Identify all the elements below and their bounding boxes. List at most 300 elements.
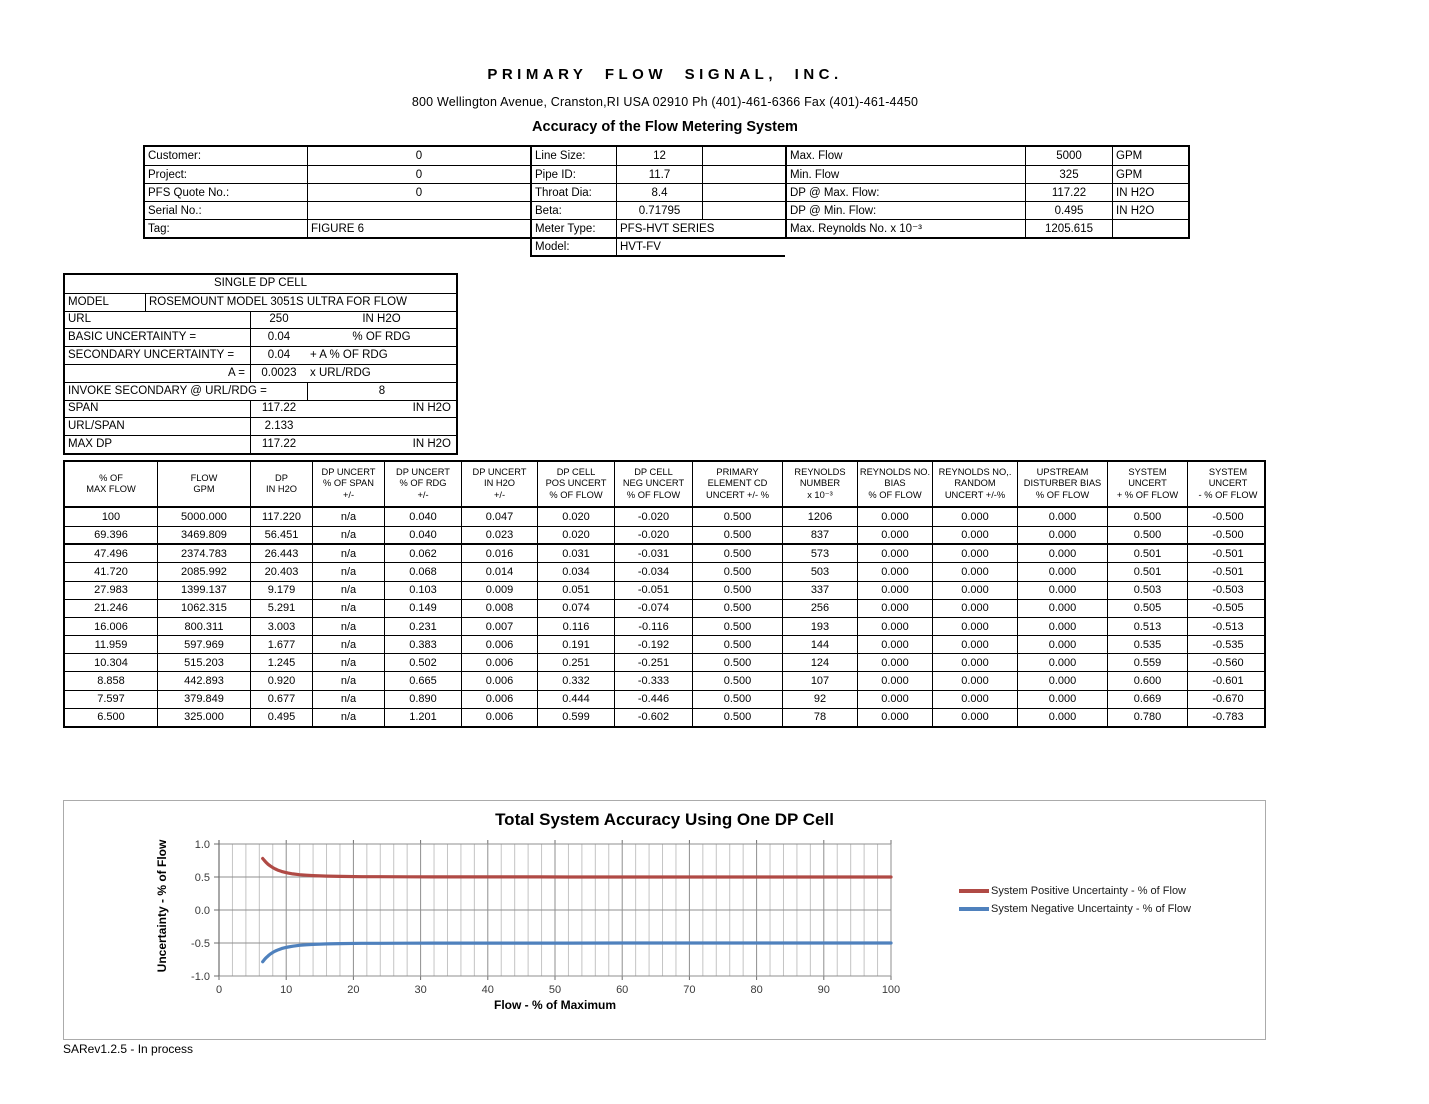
table-cell: 0.000 xyxy=(857,527,932,543)
field-label: Customer: xyxy=(148,150,202,162)
company-name: PRIMARY FLOW SIGNAL, INC. xyxy=(487,66,843,83)
table-cell: 0.500 xyxy=(692,582,782,599)
table-row xyxy=(65,328,456,346)
table-row xyxy=(145,147,530,165)
field-value: 2.133 xyxy=(250,418,307,435)
table-cell: 800.311 xyxy=(157,618,250,635)
table-cell: 0.000 xyxy=(1017,672,1107,689)
field-label: Beta: xyxy=(535,204,562,217)
table-row xyxy=(65,599,1264,617)
table-cell: 337 xyxy=(782,582,857,599)
table-cell: 124 xyxy=(782,654,857,671)
table-cell: n/a xyxy=(312,527,384,543)
table-cell: 0.513 xyxy=(1107,618,1187,635)
field-value: 5000 xyxy=(1025,147,1112,165)
table-row xyxy=(532,165,785,183)
field-unit: + A % OF RDG xyxy=(310,349,388,362)
table-cell: 0.665 xyxy=(384,672,461,689)
table-cell: 0.444 xyxy=(537,691,614,708)
table-cell: 26.443 xyxy=(250,545,312,562)
table-cell: 0.000 xyxy=(857,709,932,726)
field-value xyxy=(307,202,530,219)
table-row xyxy=(65,562,1264,580)
field-value: 117.22 xyxy=(250,436,307,453)
table-cell: 0.006 xyxy=(461,691,537,708)
table-cell: 0.500 xyxy=(692,654,782,671)
table-row xyxy=(65,635,1264,653)
table-row xyxy=(145,183,530,201)
table-cell: 0.000 xyxy=(932,618,1017,635)
field-unit: IN H2O xyxy=(412,402,451,415)
column-header: REYNOLDS NO,. RANDOM UNCERT +/-% xyxy=(932,462,1017,506)
table-cell: 0.020 xyxy=(537,527,614,543)
table-cell: 2085.992 xyxy=(157,563,250,580)
field-label: Meter Type: xyxy=(535,222,596,235)
column-header: PRIMARY ELEMENT CD UNCERT +/- % xyxy=(692,462,782,506)
table-cell: 117.220 xyxy=(250,508,312,526)
svg-text:30: 30 xyxy=(414,984,427,996)
table-row xyxy=(65,275,456,293)
table-cell: 0.000 xyxy=(932,636,1017,653)
field-unit: IN H2O xyxy=(1112,202,1188,219)
field-value: PFS-HVT SERIES xyxy=(616,220,785,237)
table-cell: 144 xyxy=(782,636,857,653)
column-header: REYNOLDS NUMBER x 10⁻³ xyxy=(782,462,857,506)
table-cell: 0.000 xyxy=(857,618,932,635)
table-cell: 0.000 xyxy=(932,545,1017,562)
field-value: 0.0023 xyxy=(250,365,307,382)
table-cell: 0.103 xyxy=(384,582,461,599)
table-cell: -0.505 xyxy=(1187,600,1268,617)
table-cell: 0.000 xyxy=(1017,527,1107,543)
table-cell: 9.179 xyxy=(250,582,312,599)
svg-text:0: 0 xyxy=(215,984,223,996)
table-cell: 0.020 xyxy=(537,508,614,526)
field-value: 0 xyxy=(307,166,530,183)
column-header: REYNOLDS NO. BIAS % OF FLOW xyxy=(857,462,932,506)
field-label: INVOKE SECONDARY @ URL/RDG = xyxy=(68,384,267,397)
table-cell: -0.535 xyxy=(1187,636,1268,653)
table-cell: 0.008 xyxy=(461,600,537,617)
table-row xyxy=(65,708,1264,726)
table-row xyxy=(532,183,785,201)
column-header: DP UNCERT IN H2O +/- xyxy=(461,462,537,506)
table-cell: 0.006 xyxy=(461,672,537,689)
table-cell: 573 xyxy=(782,545,857,562)
table-cell: 0.503 xyxy=(1107,582,1187,599)
main-table-head xyxy=(65,462,1264,508)
svg-text:70: 70 xyxy=(683,984,696,996)
table-cell: 1.677 xyxy=(250,636,312,653)
table-row xyxy=(65,435,456,453)
table-cell: 0.505 xyxy=(1107,600,1187,617)
table-cell: n/a xyxy=(312,618,384,635)
table-cell: 0.000 xyxy=(857,654,932,671)
table-cell: 0.000 xyxy=(932,582,1017,599)
legend-item-negative xyxy=(959,900,1191,918)
table-cell: 0.231 xyxy=(384,618,461,635)
table-cell: 193 xyxy=(782,618,857,635)
field-value: 0 xyxy=(307,147,530,165)
column-header: DP IN H2O xyxy=(250,462,312,506)
table-cell: n/a xyxy=(312,672,384,689)
table-cell: 0.014 xyxy=(461,563,537,580)
field-unit: IN H2O xyxy=(362,313,401,326)
table-cell: n/a xyxy=(312,508,384,526)
field-label: URL xyxy=(68,313,92,326)
field-value: 250 xyxy=(250,312,307,329)
table-cell: 1.245 xyxy=(250,654,312,671)
table-cell: 56.451 xyxy=(250,527,312,543)
table-cell: 0.500 xyxy=(692,672,782,689)
chart-title: Total System Accuracy Using One DP Cell xyxy=(495,810,834,829)
column-header: UPSTREAM DISTURBER BIAS % OF FLOW xyxy=(1017,462,1107,506)
svg-text:90: 90 xyxy=(817,984,830,996)
table-cell: 41.720 xyxy=(94,566,128,579)
accuracy-chart xyxy=(63,800,1266,1040)
field-value: 0 xyxy=(307,184,530,201)
table-cell: 0.006 xyxy=(461,636,537,653)
field-label: DP @ Min. Flow: xyxy=(790,204,877,217)
table-cell: 0.006 xyxy=(461,709,537,726)
field-unit: IN H2O xyxy=(1112,184,1188,201)
table-cell: 0.251 xyxy=(537,654,614,671)
table-cell: 47.496 xyxy=(94,547,128,560)
table-cell: 0.780 xyxy=(1107,709,1187,726)
field-value: 11.7 xyxy=(616,166,702,183)
flow-limits-table xyxy=(785,145,1190,239)
field-label: DP @ Max. Flow: xyxy=(790,186,880,199)
table-cell: 8.858 xyxy=(97,674,125,687)
table-row xyxy=(65,653,1264,671)
field-unit: IN H2O xyxy=(412,438,451,451)
table-cell: 0.023 xyxy=(461,527,537,543)
table-cell: 0.149 xyxy=(384,600,461,617)
svg-text:60: 60 xyxy=(616,984,629,996)
uncertainty-table xyxy=(63,460,1266,728)
svg-text:40: 40 xyxy=(481,984,494,996)
table-cell: 0.000 xyxy=(857,545,932,562)
field-value: 117.22 xyxy=(1025,184,1112,201)
table-cell: n/a xyxy=(312,545,384,562)
chart-legend xyxy=(959,882,1191,918)
table-cell: 0.009 xyxy=(461,582,537,599)
field-label: MAX DP xyxy=(68,438,113,451)
table-cell: 3469.809 xyxy=(157,527,250,543)
table-row xyxy=(65,581,1264,599)
column-header: DP CELL POS UNCERT % OF FLOW xyxy=(537,462,614,506)
table-cell: 0.000 xyxy=(932,709,1017,726)
table-cell: 0.559 xyxy=(1107,654,1187,671)
table-cell: 0.599 xyxy=(537,709,614,726)
table-cell: 0.000 xyxy=(932,563,1017,580)
field-unit: % OF RDG xyxy=(352,331,411,344)
field-label: A = xyxy=(228,366,245,379)
table-cell: -0.602 xyxy=(614,709,692,726)
table-cell: n/a xyxy=(312,582,384,599)
legend-swatch-negative xyxy=(959,907,989,911)
table-cell: 0.000 xyxy=(932,600,1017,617)
field-unit: GPM xyxy=(1112,147,1188,165)
table-cell: 0.000 xyxy=(1017,691,1107,708)
table-cell: 11.959 xyxy=(94,638,128,651)
table-cell: -0.503 xyxy=(1187,582,1268,599)
table-cell: -0.601 xyxy=(1187,672,1268,689)
table-row xyxy=(145,165,530,183)
field-value: ROSEMOUNT MODEL 3051S ULTRA FOR FLOW xyxy=(145,294,456,311)
table-cell: 0.500 xyxy=(692,527,782,543)
table-cell: 0.920 xyxy=(250,672,312,689)
table-cell: 0.500 xyxy=(1107,527,1187,543)
table-cell: 0.669 xyxy=(1107,691,1187,708)
table-cell: 0.500 xyxy=(692,563,782,580)
field-blank xyxy=(702,184,785,201)
table-cell: -0.020 xyxy=(614,508,692,526)
table-cell: 0.016 xyxy=(461,545,537,562)
meter-info-table xyxy=(530,145,785,257)
customer-info-table xyxy=(143,145,530,239)
table-cell: 0.501 xyxy=(1107,545,1187,562)
table-cell: 0.000 xyxy=(932,508,1017,526)
table-cell: -0.020 xyxy=(614,527,692,543)
table-cell: -0.034 xyxy=(614,563,692,580)
table-cell: -0.670 xyxy=(1187,691,1268,708)
table-cell: -0.251 xyxy=(614,654,692,671)
table-row xyxy=(145,219,530,237)
table-cell: -0.783 xyxy=(1187,709,1268,726)
table-cell: 0.500 xyxy=(692,691,782,708)
field-label: Max. Reynolds No. x 10⁻³ xyxy=(790,222,922,235)
legend-swatch-positive xyxy=(959,889,989,893)
field-unit xyxy=(307,418,456,435)
field-value: 12 xyxy=(616,147,702,165)
table-cell: 0.383 xyxy=(384,636,461,653)
table-cell: 0.006 xyxy=(461,654,537,671)
table-row xyxy=(65,508,1264,526)
table-cell: -0.500 xyxy=(1187,527,1268,543)
table-row xyxy=(65,617,1264,635)
field-blank xyxy=(702,166,785,183)
table-cell: 1062.315 xyxy=(157,600,250,617)
column-header: DP UNCERT % OF RDG +/- xyxy=(384,462,461,506)
table-cell: 0.600 xyxy=(1107,672,1187,689)
field-label: SECONDARY UNCERTAINTY = xyxy=(68,349,235,362)
column-header: FLOW GPM xyxy=(157,462,250,506)
table-cell: 515.203 xyxy=(157,654,250,671)
legend-item-positive xyxy=(959,882,1191,900)
table-cell: 2374.783 xyxy=(157,545,250,562)
field-label: Min. Flow xyxy=(790,168,840,181)
table-cell: -0.500 xyxy=(1187,508,1268,526)
table-row xyxy=(65,690,1264,708)
table-cell: -0.051 xyxy=(614,582,692,599)
table-cell: 0.000 xyxy=(932,527,1017,543)
single-dp-cell-table xyxy=(63,273,458,455)
field-label: Project: xyxy=(148,168,187,181)
table-cell: 0.677 xyxy=(250,691,312,708)
field-value: 1205.615 xyxy=(1025,220,1112,237)
table-cell: -0.192 xyxy=(614,636,692,653)
table-cell: 0.500 xyxy=(692,545,782,562)
table-cell: -0.333 xyxy=(614,672,692,689)
table-cell: -0.501 xyxy=(1187,545,1268,562)
table-row xyxy=(145,201,530,219)
table-cell: 325.000 xyxy=(157,709,250,726)
field-label: BASIC UNCERTAINTY = xyxy=(68,331,197,344)
table-cell: 1399.137 xyxy=(157,582,250,599)
table-cell: 0.034 xyxy=(537,563,614,580)
table-cell: 0.000 xyxy=(1017,709,1107,726)
table-row xyxy=(65,400,456,418)
table-cell: 0.000 xyxy=(857,508,932,526)
table-cell: 7.597 xyxy=(97,693,125,706)
table-cell: -0.513 xyxy=(1187,618,1268,635)
table-cell: 0.000 xyxy=(1017,600,1107,617)
column-header: DP CELL NEG UNCERT % OF FLOW xyxy=(614,462,692,506)
field-label: Pipe ID: xyxy=(535,168,576,181)
table-row xyxy=(65,417,456,435)
field-label: Tag: xyxy=(148,222,170,235)
table-cell: 0.068 xyxy=(384,563,461,580)
field-value: 0.495 xyxy=(1025,202,1112,219)
table-cell: 0.502 xyxy=(384,654,461,671)
table-cell: 0.000 xyxy=(1017,508,1107,526)
table-cell: -0.074 xyxy=(614,600,692,617)
table-cell: 0.000 xyxy=(857,600,932,617)
table-cell: 256 xyxy=(782,600,857,617)
field-blank xyxy=(702,202,785,219)
table-cell: 5.291 xyxy=(250,600,312,617)
table-row xyxy=(532,237,785,255)
table-cell: 16.006 xyxy=(94,620,128,633)
field-value: 325 xyxy=(1025,166,1112,183)
table-cell: 0.116 xyxy=(537,618,614,635)
table-cell: n/a xyxy=(312,600,384,617)
table-cell: 0.500 xyxy=(692,709,782,726)
table-cell: 0.000 xyxy=(857,672,932,689)
table-row xyxy=(65,382,456,400)
table-cell: 0.000 xyxy=(1017,545,1107,562)
table-cell: 0.500 xyxy=(692,600,782,617)
field-value: 8 xyxy=(307,383,456,400)
table-cell: 0.074 xyxy=(537,600,614,617)
table-cell: 0.535 xyxy=(1107,636,1187,653)
field-value: 8.4 xyxy=(616,184,702,201)
field-blank xyxy=(702,147,785,165)
table-cell: 0.332 xyxy=(537,672,614,689)
table-cell: 0.000 xyxy=(932,691,1017,708)
field-label: Serial No.: xyxy=(148,204,202,217)
field-label: PFS Quote No.: xyxy=(148,186,230,199)
table-row xyxy=(65,364,456,382)
section-title: SINGLE DP CELL xyxy=(213,277,308,290)
svg-text:10: 10 xyxy=(280,984,293,996)
table-cell: n/a xyxy=(312,654,384,671)
table-row xyxy=(65,526,1264,544)
table-cell: -0.501 xyxy=(1187,563,1268,580)
table-cell: 597.969 xyxy=(157,636,250,653)
table-cell: 0.062 xyxy=(384,545,461,562)
svg-text:0.0: 0.0 xyxy=(194,905,210,917)
field-value: 0.04 xyxy=(250,347,307,364)
company-address: 800 Wellington Avenue, Cranston,RI USA 02910 Ph (401)-461-6366 Fax (401)-461-4450 xyxy=(411,95,919,109)
svg-text:1.0: 1.0 xyxy=(194,839,210,851)
table-cell: 0.031 xyxy=(537,545,614,562)
table-cell: 0.000 xyxy=(857,691,932,708)
table-cell: -0.031 xyxy=(614,545,692,562)
table-cell: 0.500 xyxy=(692,508,782,526)
table-cell: 0.040 xyxy=(384,527,461,543)
field-value: 0.04 xyxy=(250,329,307,346)
table-cell: 503 xyxy=(782,563,857,580)
table-row xyxy=(787,219,1188,237)
field-label: MODEL xyxy=(68,295,109,308)
table-cell: 20.403 xyxy=(250,563,312,580)
main-table-body xyxy=(65,508,1264,726)
table-row xyxy=(65,671,1264,689)
table-cell: 0.000 xyxy=(932,654,1017,671)
field-label: URL/SPAN xyxy=(68,420,125,433)
table-cell: 78 xyxy=(782,709,857,726)
field-value: 117.22 xyxy=(250,401,307,418)
x-axis-title: Flow - % of Maximum xyxy=(493,998,616,1012)
table-row xyxy=(787,201,1188,219)
column-header: SYSTEM UNCERT + % OF FLOW xyxy=(1107,462,1187,506)
table-cell: 0.000 xyxy=(1017,582,1107,599)
table-cell: 0.500 xyxy=(692,636,782,653)
table-cell: 69.396 xyxy=(94,529,128,542)
column-header: % OF MAX FLOW xyxy=(86,472,136,494)
table-cell: 100 xyxy=(101,511,121,524)
y-axis-title: Uncertainty - % of Flow xyxy=(155,839,169,973)
table-row xyxy=(787,147,1188,165)
table-row xyxy=(787,183,1188,201)
table-row xyxy=(787,165,1188,183)
table-cell: 0.000 xyxy=(1017,636,1107,653)
svg-text:20: 20 xyxy=(347,984,360,996)
table-cell: n/a xyxy=(312,709,384,726)
field-value: HVT-FV xyxy=(616,239,785,255)
field-label: Max. Flow xyxy=(790,150,843,162)
table-row xyxy=(532,147,785,165)
field-unit xyxy=(1112,220,1188,237)
table-row xyxy=(532,201,785,219)
table-cell: -0.116 xyxy=(614,618,692,635)
table-cell: -0.560 xyxy=(1187,654,1268,671)
table-cell: 0.047 xyxy=(461,508,537,526)
table-cell: 0.040 xyxy=(384,508,461,526)
table-row xyxy=(65,293,456,311)
column-header: SYSTEM UNCERT - % OF FLOW xyxy=(1187,462,1268,506)
field-unit: GPM xyxy=(1112,166,1188,183)
table-cell: 107 xyxy=(782,672,857,689)
table-cell: 0.000 xyxy=(1017,563,1107,580)
field-label: Line Size: xyxy=(535,150,586,162)
svg-text:-0.5: -0.5 xyxy=(191,938,210,950)
table-cell: 27.983 xyxy=(94,584,128,597)
table-cell: 0.000 xyxy=(857,582,932,599)
table-cell: 0.501 xyxy=(1107,563,1187,580)
table-cell: 21.246 xyxy=(94,602,128,615)
table-cell: 10.304 xyxy=(94,656,128,669)
table-cell: n/a xyxy=(312,691,384,708)
table-cell: 0.000 xyxy=(857,563,932,580)
field-unit: x URL/RDG xyxy=(310,366,371,379)
table-cell: 0.191 xyxy=(537,636,614,653)
svg-text:-1.0: -1.0 xyxy=(191,971,210,983)
table-row xyxy=(65,544,1264,562)
table-cell: 0.051 xyxy=(537,582,614,599)
